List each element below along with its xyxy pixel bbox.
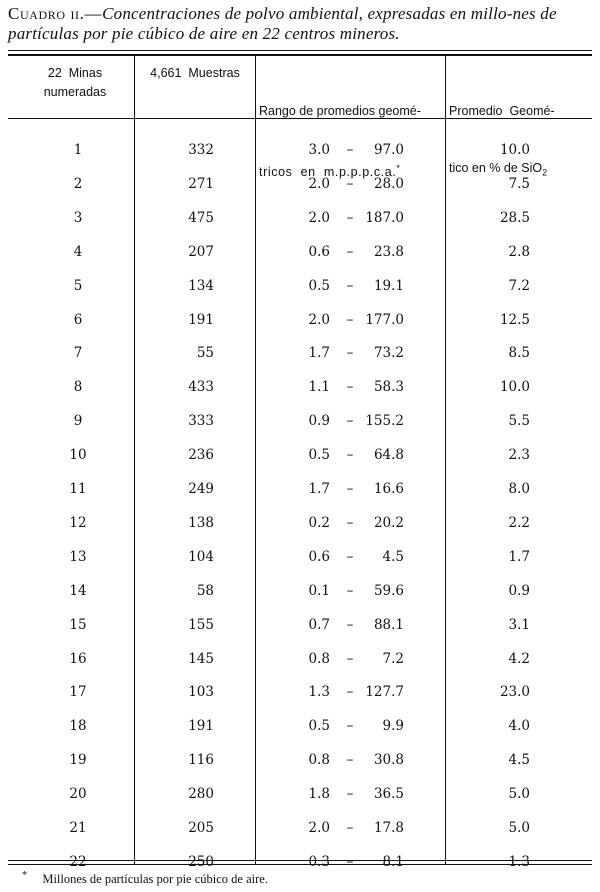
header-rango-line2-text: tricos en m.p.p.p.c.a. [259,165,397,180]
table-row [0,513,600,547]
cell-range-low: 1.7 [308,345,330,362]
cell-range-high: 9.9 [382,718,404,735]
cell-muestras: 191 [188,718,214,735]
table-row [0,784,600,818]
table-row [0,547,600,581]
cell-range-low: 0.9 [308,413,330,430]
cell-muestras: 134 [188,277,214,294]
table-caption [8,4,598,44]
cell-range-high: 58.3 [373,379,404,396]
cell-sio2: 5.0 [508,820,530,836]
cell-range-high: 64.8 [373,447,404,464]
cell-range-high: 127.7 [365,684,404,701]
table-row [0,377,600,411]
cell-range-separator: – [346,277,354,294]
cell-muestras: 332 [188,142,214,158]
table-row [0,750,600,784]
cell-muestras: 55 [196,345,214,362]
footnote-mark: * [22,870,28,881]
cell-range-separator: – [346,142,354,158]
cell-sio2: 2.8 [508,243,530,260]
cell-mina: 18 [69,718,87,735]
cell-muestras: 333 [188,413,214,430]
cell-range-low: 0.3 [308,853,330,870]
cell-range-low: 0.2 [308,514,330,531]
cell-range-high: 28.0 [373,175,404,192]
cell-mina: 11 [69,481,87,497]
cell-mina: 2 [73,175,83,192]
cell-muestras: 433 [188,379,214,396]
cell-range-low: 0.5 [308,718,330,735]
cell-sio2: 5.0 [508,786,530,803]
cell-range-low: 0.1 [308,582,330,599]
table-row [0,174,600,208]
cell-range-low: 2.0 [308,820,330,836]
cell-range-separator: – [346,853,354,870]
cell-range-high: 4.5 [382,548,404,565]
table-row [0,479,600,513]
cell-mina: 7 [73,345,83,362]
cell-sio2: 23.0 [499,684,530,701]
cell-range-separator: – [346,514,354,531]
top-rule-second [8,54,592,56]
caption-text: Concentraciones de polvo ambiental, expresadas en millo-nes de partículas por pie cúbico de aire en 22 centros mineros. [8,4,557,43]
cell-sio2: 2.2 [508,514,530,531]
cell-range-high: 19.1 [373,277,404,294]
cell-range-high: 177.0 [365,311,404,328]
cell-sio2: 5.5 [508,413,530,430]
cell-range-low: 2.0 [308,311,330,328]
cell-mina: 19 [69,752,87,769]
cell-mina: 21 [69,820,87,836]
header-rango-line1: Rango de promedios geomé- [259,104,421,118]
cell-range-high: 7.2 [382,650,404,667]
cell-muestras: 116 [188,752,214,769]
cell-range-separator: – [346,481,354,497]
cell-range-low: 2.0 [308,209,330,226]
table-row [0,445,600,479]
cell-sio2: 10.0 [499,142,530,158]
cell-mina: 3 [73,209,83,226]
cell-range-separator: – [346,752,354,769]
cell-muestras: 191 [188,311,214,328]
cell-range-low: 0.7 [308,616,330,633]
cell-range-separator: – [346,345,354,362]
cell-range-high: 23.8 [373,243,404,260]
cell-muestras: 104 [188,548,214,565]
cell-sio2: 4.5 [508,752,530,769]
cell-mina: 1 [73,142,83,158]
table-row [0,343,600,377]
cell-range-high: 97.0 [373,142,404,158]
cell-range-high: 16.6 [373,481,404,497]
cell-range-low: 0.6 [308,548,330,565]
cell-range-high: 155.2 [365,413,404,430]
cell-range-high: 20.2 [373,514,404,531]
header-muestras-text: 4,661 Muestras [150,66,240,80]
cell-mina: 13 [69,548,87,565]
cell-range-high: 59.6 [373,582,404,599]
cell-sio2: 10.0 [499,379,530,396]
cell-range-high: 8.1 [382,853,404,870]
cell-range-low: 1.3 [308,684,330,701]
cell-mina: 14 [69,582,87,599]
table-row [0,310,600,344]
table-row [0,581,600,615]
table-row [0,208,600,242]
cell-range-low: 3.0 [308,142,330,158]
cell-mina: 9 [73,413,83,430]
cell-sio2: 7.5 [508,175,530,192]
footnote [22,870,268,887]
cell-range-separator: – [346,311,354,328]
table-row [0,276,600,310]
header-muestras [138,64,252,83]
cell-muestras: 138 [188,514,214,531]
cell-range-low: 1.8 [308,786,330,803]
cell-range-high: 187.0 [365,209,404,226]
cell-mina: 6 [73,311,83,328]
cell-muestras: 205 [188,820,214,836]
cell-range-low: 0.5 [308,277,330,294]
cell-sio2: 2.3 [508,447,530,464]
header-promedio-line2-text: tico en % de SiO [449,161,543,175]
cell-range-separator: – [346,650,354,667]
table-row [0,411,600,445]
cell-range-separator: – [346,616,354,633]
cell-range-separator: – [346,379,354,396]
header-promedio-line1: Promedio Geomé- [449,104,555,118]
cell-range-separator: – [346,209,354,226]
cell-muestras: 271 [188,175,214,192]
header-minas [20,64,130,102]
cell-range-high: 36.5 [373,786,404,803]
table-row [0,140,600,174]
table-row [0,649,600,683]
cell-muestras: 280 [188,786,214,803]
cell-range-separator: – [346,820,354,836]
cell-sio2: 3.1 [508,616,530,633]
header-footnote-mark: * [396,163,401,173]
cell-mina: 22 [69,853,87,870]
cell-sio2: 12.5 [499,311,530,328]
cell-muestras: 207 [188,243,214,260]
cell-sio2: 0.9 [508,582,530,599]
cell-muestras: 475 [188,209,214,226]
cell-range-separator: – [346,243,354,260]
cell-range-low: 0.6 [308,243,330,260]
table-row [0,682,600,716]
cell-mina: 20 [69,786,87,803]
cell-mina: 16 [69,650,87,667]
table-row [0,716,600,750]
cell-mina: 12 [69,514,87,531]
cell-range-separator: – [346,447,354,464]
caption-label: Cuadro ii.— [8,4,103,23]
cell-muestras: 236 [188,447,214,464]
table-row [0,615,600,649]
cell-range-separator: – [346,718,354,735]
cell-sio2: 28.5 [499,209,530,226]
cell-range-separator: – [346,175,354,192]
cell-range-high: 88.1 [373,616,404,633]
cell-sio2: 8.0 [508,481,530,497]
cell-muestras: 155 [188,616,214,633]
top-rule [8,50,592,51]
cell-sio2: 7.2 [508,277,530,294]
cell-mina: 5 [73,277,83,294]
cell-mina: 8 [73,379,83,396]
cell-range-separator: – [346,786,354,803]
cell-range-low: 0.8 [308,650,330,667]
cell-mina: 10 [69,447,87,464]
table-row [0,818,600,852]
cell-range-separator: – [346,413,354,430]
cell-sio2: 1.7 [508,548,530,565]
cell-mina: 15 [69,616,87,633]
header-minas-line2: numeradas [43,85,107,99]
cell-sio2: 1.3 [508,853,530,870]
cell-range-low: 1.7 [308,481,330,497]
cell-range-low: 0.8 [308,752,330,769]
cell-range-low: 2.0 [308,175,330,192]
cell-muestras: 103 [188,684,214,701]
cell-range-low: 1.1 [308,379,330,396]
cell-range-high: 73.2 [373,345,404,362]
cell-mina: 4 [73,243,83,260]
cell-sio2: 8.5 [508,345,530,362]
cell-muestras: 249 [188,481,214,497]
cell-range-separator: – [346,582,354,599]
cell-muestras: 250 [188,853,214,870]
cell-muestras: 145 [188,650,214,667]
cell-range-separator: – [346,684,354,701]
cell-muestras: 58 [196,582,214,599]
header-minas-line1: 22 Minas [47,66,103,80]
cell-range-high: 17.8 [373,820,404,836]
cell-mina: 17 [69,684,87,701]
cell-sio2: 4.2 [508,650,530,667]
cell-range-high: 30.8 [373,752,404,769]
cell-sio2: 4.0 [508,718,530,735]
cell-range-separator: – [346,548,354,565]
table-row [0,242,600,276]
cell-range-low: 0.5 [308,447,330,464]
header-promedio-subscript: 2 [542,167,548,178]
footnote-text: Millones de partículas por pie cúbico de aire. [42,872,268,887]
